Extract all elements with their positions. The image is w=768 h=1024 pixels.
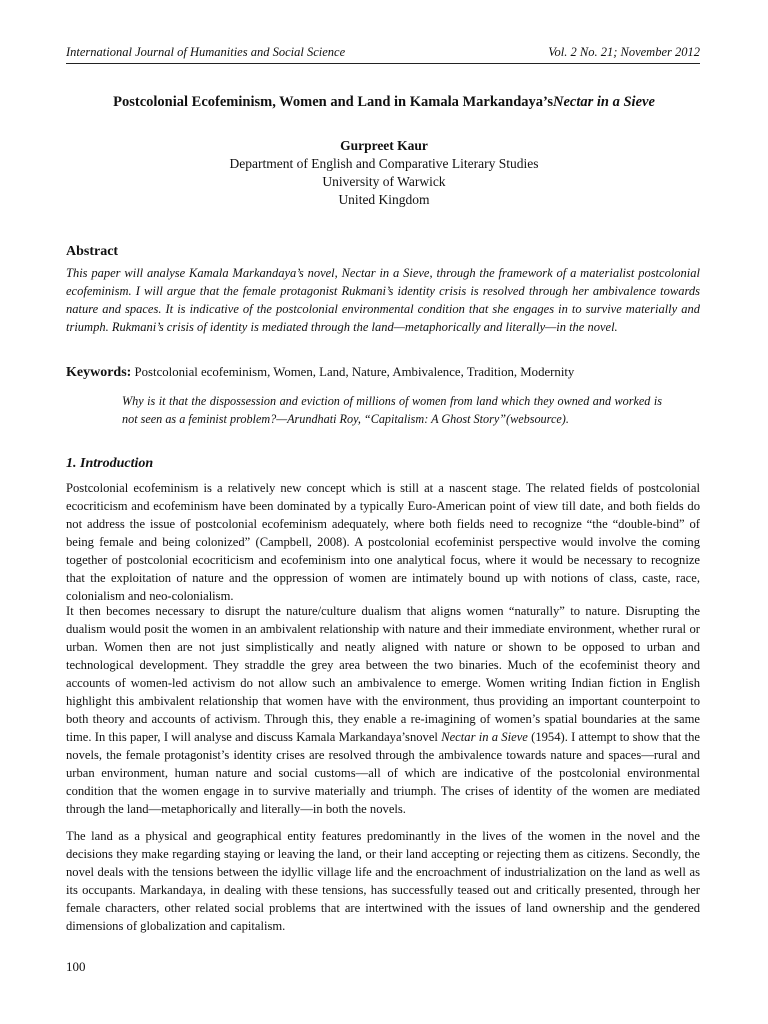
keywords <box>66 363 700 382</box>
section-heading-introduction: 1. Introduction <box>66 456 154 471</box>
intro-paragraph-2 <box>66 602 700 818</box>
keywords-text: Postcolonial ecofeminism, Women, Land, Nature, Ambivalence, Tradition, Modernity <box>134 365 575 379</box>
epigraph: Why is it that the dispossession and eviction of millions of women from land which they owned and worked is not seen as a feminist problem?—Arundhati Roy, “Capitalism: A Ghost Story”(websource). <box>122 394 662 426</box>
title-main: Postcolonial Ecofeminism, Women and Land in Kamala Markandaya’s <box>113 94 553 110</box>
intro-p2-part1: It then becomes necessary to disrupt the nature/culture dualism that aligns women “naturally” to nature. Disrupting the dualism would posit the women in an ambivalent relationship with nature and their immediate environment, whether rural or urban. Women then are not just simplistically and neatly aligned with nature or shown to be opposed to urban and technological development. They straddle the grey area between the two binaries. Much of the ecofeminist theory and accounts of women-led activism do not allow such an ambivalence to emerge. Women writing Indian fiction in English highlight this ambivalent relationship that women have with the environment, thus providing an important counterpoint to both theory and accounts of activism. Through this, they enable a re-imagining of women’s spatial boundaries at the same time. In this paper, I will analyse and discuss Kamala Markandaya’snovel <box>66 604 700 744</box>
intro-p2-novel-title: Nectar in a Sieve <box>441 730 528 744</box>
page-number: 100 <box>66 959 86 974</box>
intro-paragraph-1: Postcolonial ecofeminism is a relatively new concept which is still at a nascent stage. The related fields of postcolonial ecocriticism and ecofeminism have been dominated by a typically Euro-American point of view till date, and both fields do not address the issue of postcolonial ecofeminism adequately, where both fields need to recognize “the “double-bind” of being female and being colonized” (Campbell, 2008). A postcolonial ecofeminist perspective would involve the coming together of postcolonial ecocriticism and ecofeminism into one analytical focus, where it would be necessary to recognize that the exploitation of nature and the oppression of women are intimately bound up with notions of class, caste, race, colonialism and neo-colonialism. <box>66 481 700 603</box>
abstract-heading: Abstract <box>66 244 119 259</box>
keywords-label: Keywords: <box>66 365 132 380</box>
author-department: Department of English and Comparative Literary Studies <box>229 156 539 171</box>
running-header <box>66 44 700 60</box>
paper-title <box>40 92 728 112</box>
author-block <box>0 137 768 209</box>
abstract-text: This paper will analyse Kamala Markandaya’s novel, Nectar in a Sieve, through the framework of a materialist postcolonial ecofeminism. I will argue that the female protagonist Rukmani’s identity crisis is resolved through her ambivalence towards nature and spaces. It is indicative of the postcolonial environmental condition that she engages in to survive materially and triumph. Rukmani’s crisis of identity is mediated through the land—metaphorically and literally—in the novel. <box>66 266 700 334</box>
title-italic: Nectar in a Sieve <box>553 94 655 110</box>
author-country: United Kingdom <box>338 192 430 207</box>
author-name: Gurpreet Kaur <box>340 138 428 153</box>
journal-name: International Journal of Humanities and Social Science <box>66 45 346 59</box>
header-rule <box>66 63 700 64</box>
issue-info: Vol. 2 No. 21; November 2012 <box>548 45 700 59</box>
intro-p2-part2: (1954). I attempt to show that the novels, the female protagonist’s identity crises are resolved through the ambivalence towards nature and spaces—rural and urban environment, human nature and social customs—all of which are indicative of the postcolonial environmental condition that the women engage in to survive materially and triumph. The crises of identity of the women are mediated through the land—metaphorically and literally—in both the novels. <box>66 730 700 816</box>
intro-paragraph-3: The land as a physical and geographical entity features predominantly in the lives of the women in the novel and the decisions they make regarding staying or leaving the land, or their land accepting or rejecting them as citizens. Secondly, the novel deals with the tensions between the idyllic village life and the encroachment of industrialization on the land as well as its occupants. Markandaya, in dealing with these tensions, has successfully teased out and critically presented, through her female characters, other related social problems that are intertwined with the issues of land ownership and the gendered dimensions of globalization and capitalism. <box>66 829 700 933</box>
author-university: University of Warwick <box>322 174 446 189</box>
